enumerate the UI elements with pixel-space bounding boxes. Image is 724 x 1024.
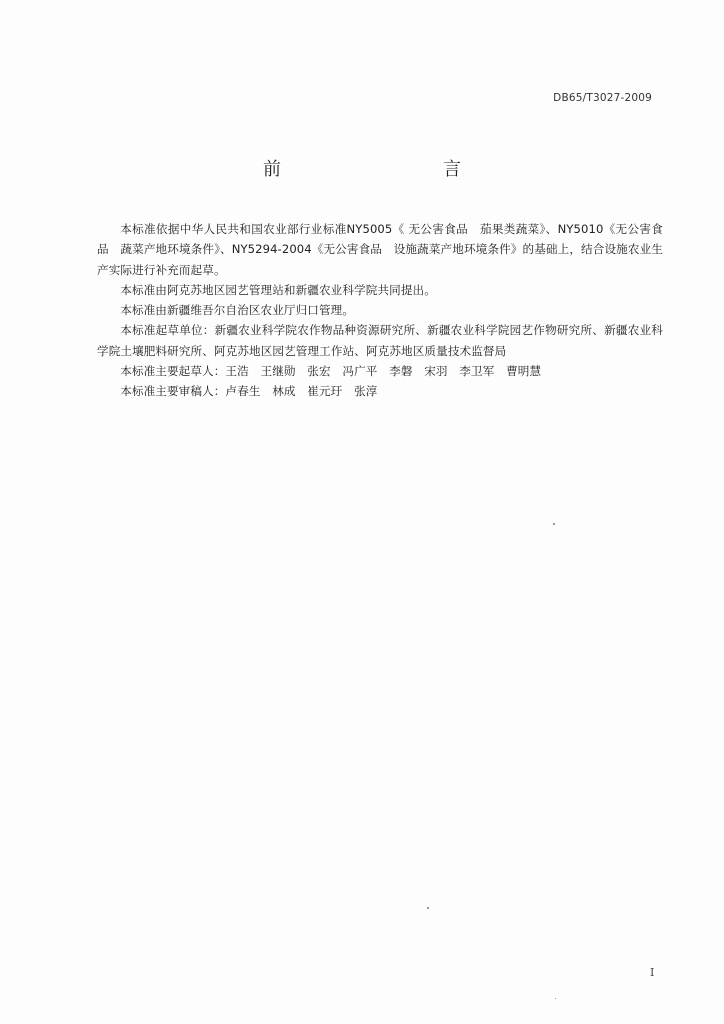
foreword-body: [97, 219, 663, 402]
scan-speck: [555, 998, 556, 999]
scan-speck: [553, 523, 555, 525]
standard-code: DB65/T3027-2009: [553, 92, 652, 104]
paragraph-proposer: 本标准由阿克苏地区园艺管理站和新疆农业科学院共同提出。: [120, 282, 436, 297]
paragraph-drafting-units: 本标准起草单位：新疆农业科学院农作物品种资源研究所、新疆农业科学院园艺作物研究所、新疆农业科学院土壤肥料研究所、阿克苏地区园艺管理工作站、阿克苏地区质量技术监督局: [97, 323, 663, 358]
paragraph-basis: 本标准依据中华人民共和国农业部行业标准NY5005《 无公害食品 茄果类蔬菜》、NY5010《无公害食品 蔬菜产地环境条件》、NY5294-2004《无公害食品 设施蔬菜产地环境条件》的基础上，结合设施农业生产实际进行补充而起草。: [97, 222, 663, 277]
paragraph-reviewers: 本标准主要审稿人：卢春生 林成 崔元玗 张淳: [120, 384, 378, 399]
paragraph-administrator: 本标准由新疆维吾尔自治区农业厅归口管理。: [120, 303, 355, 318]
scan-speck: [427, 907, 429, 909]
paragraph-drafters: 本标准主要起草人：王浩 王继勋 张宏 冯广平 李磐 宋羽 李卫军 曹明慧: [120, 364, 542, 379]
page-title: 前 言: [263, 159, 503, 180]
page-number: I: [650, 966, 655, 979]
